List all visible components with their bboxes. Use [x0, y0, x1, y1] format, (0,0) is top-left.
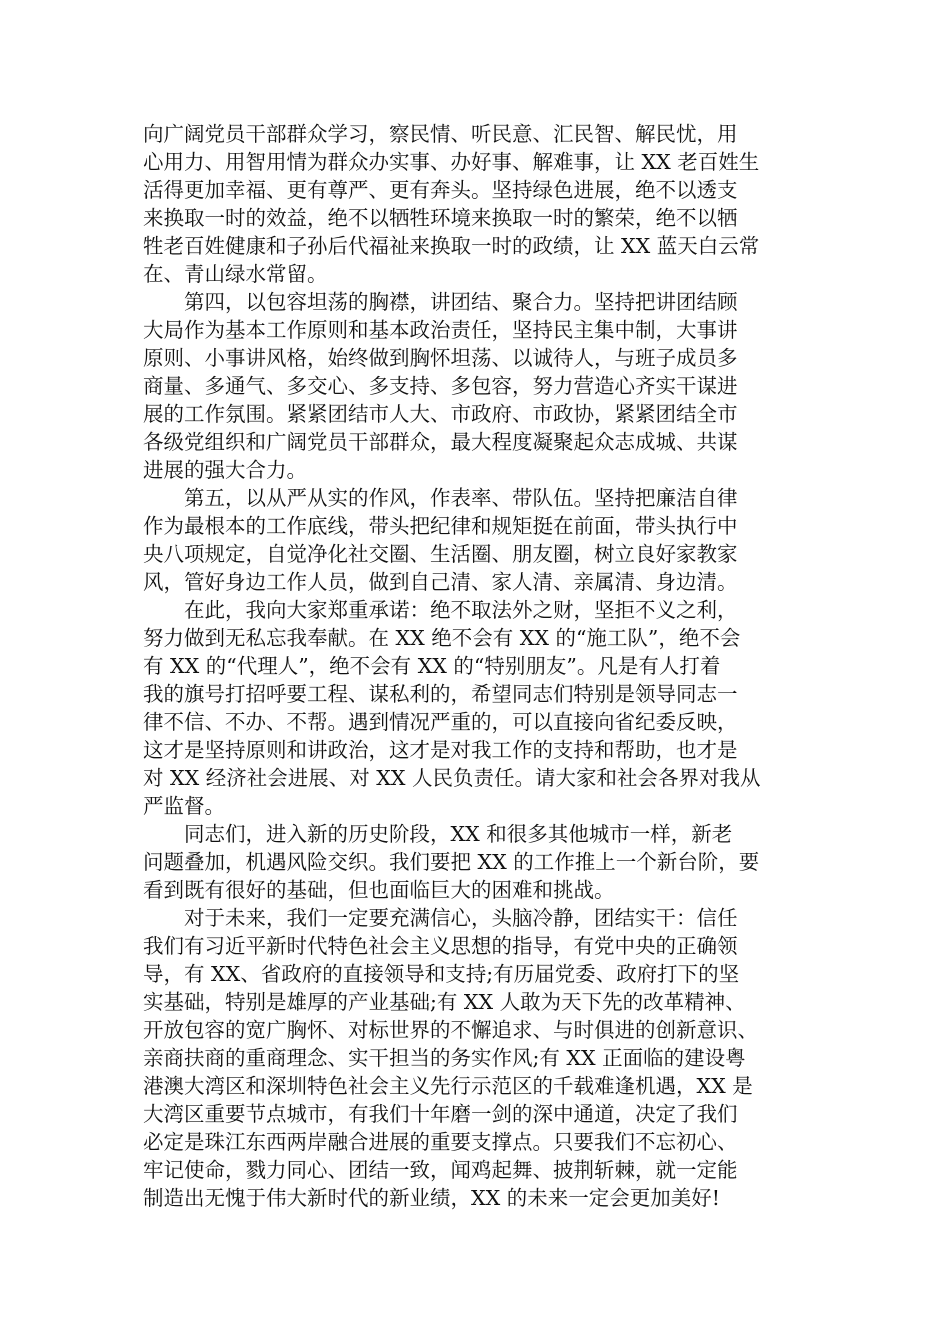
text-line: 展的工作氛围。紧紧团结市人大、市政府、市政协，紧紧团结全市	[143, 402, 738, 426]
text-line: 央八项规定，自觉净化社交圈、生活圈、朋友圈，树立良好家教家	[143, 542, 738, 566]
text-line: 活得更加幸福、更有尊严、更有奔头。坚持绿色进展，绝不以透支	[143, 178, 738, 202]
text-line: 第四，以包容坦荡的胸襟，讲团结、聚合力。坚持把讲团结顾	[143, 290, 738, 314]
text-line: 作为最根本的工作底线，带头把纪律和规矩挺在前面，带头执行中	[143, 514, 738, 538]
text-line: 导，有 XX、省政府的直接领导和支持;有历届党委、政府打下的坚	[143, 962, 740, 986]
text-line: 我们有习近平新时代特色社会主义思想的指导，有党中央的正确领	[143, 934, 738, 958]
text-line: 对于未来，我们一定要充满信心，头脑冷静，团结实干：信任	[143, 906, 738, 930]
text-line: 大湾区重要节点城市，有我们十年磨一剑的深中通道，决定了我们	[143, 1102, 738, 1126]
text-line: 实基础，特别是雄厚的产业基础;有 XX 人敢为天下先的改革精神、	[143, 990, 746, 1014]
text-line: 在此，我向大家郑重承诺：绝不取法外之财，坚拒不义之利，	[143, 598, 738, 622]
document-page	[143, 120, 819, 1212]
text-line: 港澳大湾区和深圳特色社会主义先行示范区的千载难逢机遇，XX 是	[143, 1074, 753, 1098]
text-line: 在、青山绿水常留。	[143, 262, 328, 286]
text-line: 我的旗号打招呼要工程、谋私利的，希望同志们特别是领导同志一	[143, 682, 738, 706]
text-line: 看到既有很好的基础，但也面临巨大的困难和挑战。	[143, 878, 615, 902]
text-line: 亲商扶商的重商理念、实干担当的务实作风;有 XX 正面临的建设粤	[143, 1046, 746, 1070]
text-line: 这才是坚持原则和讲政治，这才是对我工作的支持和帮助，也才是	[143, 738, 738, 762]
text-line: 制造出无愧于伟大新时代的新业绩，XX 的未来一定会更加美好!	[143, 1186, 720, 1210]
text-line: 进展的强大合力。	[143, 458, 307, 482]
text-line: 有 XX 的“代理人”，绝不会有 XX 的“特别朋友”。凡是有人打着	[143, 654, 721, 678]
text-line: 心用力、用智用情为群众办实事、办好事、解难事，让 XX 老百姓生	[143, 150, 760, 174]
text-line: 商量、多通气、多交心、多支持、多包容，努力营造心齐实干谋进	[143, 374, 738, 398]
text-line: 对 XX 经济社会进展、对 XX 人民负责任。请大家和社会各界对我从	[143, 766, 761, 790]
text-line: 严监督。	[143, 794, 225, 818]
text-line: 问题叠加，机遇风险交织。我们要把 XX 的工作推上一个新台阶，要	[143, 850, 760, 874]
text-line: 第五，以从严从实的作风，作表率、带队伍。坚持把廉洁自律	[143, 486, 738, 510]
text-line: 大局作为基本工作原则和基本政治责任，坚持民主集中制，大事讲	[143, 318, 738, 342]
text-line: 各级党组织和广阔党员干部群众，最大程度凝聚起众志成城、共谋	[143, 430, 738, 454]
text-line: 来换取一时的效益，绝不以牺牲环境来换取一时的繁荣，绝不以牺	[143, 206, 738, 230]
text-line: 向广阔党员干部群众学习，察民情、听民意、汇民智、解民忧，用	[143, 122, 738, 146]
text-line: 必定是珠江东西两岸融合进展的重要支撑点。只要我们不忘初心、	[143, 1130, 738, 1154]
text-line: 努力做到无私忘我奉献。在 XX 绝不会有 XX 的“施工队”，绝不会	[143, 626, 741, 650]
text-line: 原则、小事讲风格，始终做到胸怀坦荡、以诚待人，与班子成员多	[143, 346, 738, 370]
text-line: 牲老百姓健康和子孙后代福祉来换取一时的政绩，让 XX 蓝天白云常	[143, 234, 760, 258]
text-line: 同志们，进入新的历史阶段，XX 和很多其他城市一样，新老	[143, 822, 733, 846]
text-line: 律不信、不办、不帮。遇到情况严重的，可以直接向省纪委反映，	[143, 710, 738, 734]
text-line: 风，管好身边工作人员，做到自己清、家人清、亲属清、身边清。	[143, 570, 738, 594]
text-line: 开放包容的宽广胸怀、对标世界的不懈追求、与时俱进的创新意识、	[143, 1018, 758, 1042]
text-line: 牢记使命，戮力同心、团结一致，闻鸡起舞、披荆斩棘，就一定能	[143, 1158, 738, 1182]
